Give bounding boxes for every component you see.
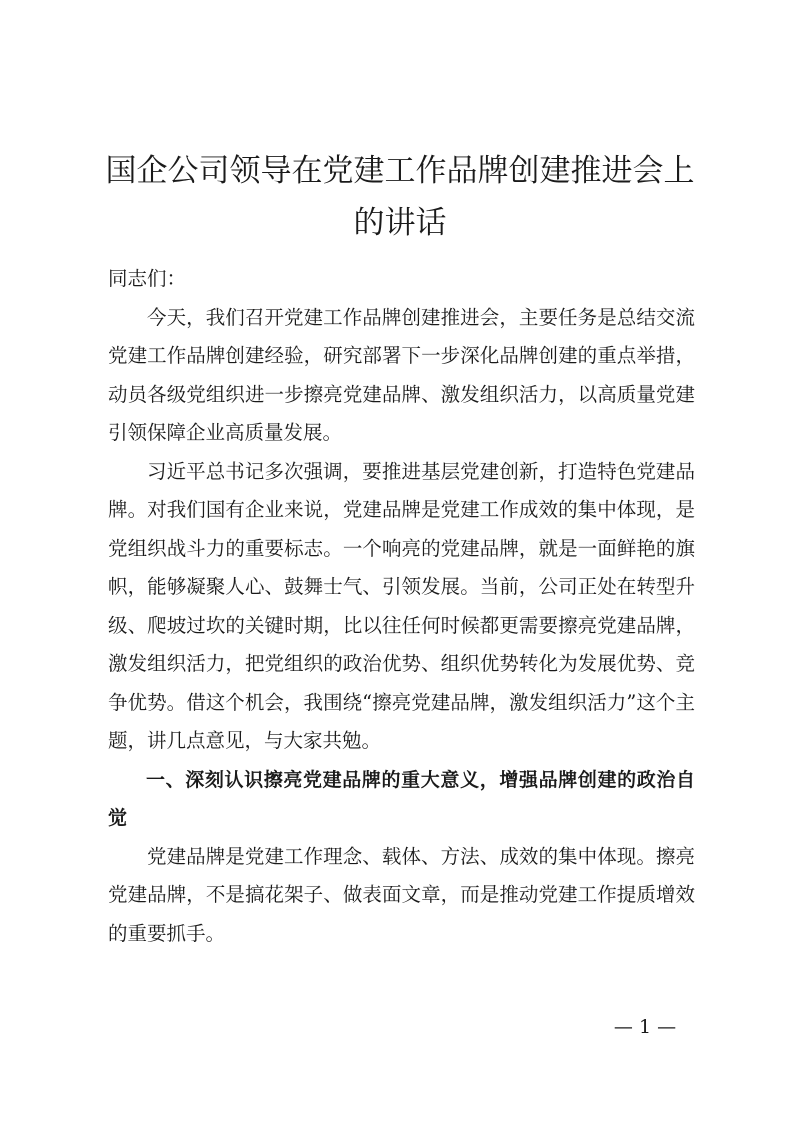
salutation: 同志们： — [108, 267, 187, 290]
document-body — [108, 260, 695, 953]
document-title: 国企公司领导在党建工作品牌创建推进会上的讲话 — [105, 153, 695, 241]
paragraph-opening: 今天，我们召开党建工作品牌创建推进会，主要任务是总结交流党建工作品牌创建经验，研究部署下一步深化品牌创建的重点举措，动员各级党组织进一步擦亮党建品牌、激发组织活力，以高质量党建引领保障企业高质量发展。 — [108, 305, 695, 444]
section-paragraph: 党建品牌是党建工作理念、载体、方法、成效的集中体现。擦亮党建品牌，不是搞花架子、做表面文章，而是推动党建工作提质增效的重要抓手。 — [108, 844, 695, 945]
page-number: — 1 — — [613, 1016, 677, 1038]
section-heading: 一、深刻认识擦亮党建品牌的重大意义，增强品牌创建的政治自觉 — [108, 768, 695, 829]
paragraph-background: 习近平总书记多次强调，要推进基层党建创新，打造特色党建品牌。对我们国有企业来说，党建品牌是党建工作成效的集中体现，是党组织战斗力的重要标志。一个响亮的党建品牌，就是一面鲜艳的旗帜，能够凝聚人心、鼓舞士气、引领发展。当前，公司正处在转型升级、爬坡过坎的关键时期，比以往任何时候都更需要擦亮党建品牌，激发组织活力，把党组织的政治优势、组织优势转化为发展优势、竞争优势。借这个机会，我围绕“擦亮党建品牌，激发组织活力”这个主题，讲几点意见，与大家共勉。 — [108, 459, 695, 752]
